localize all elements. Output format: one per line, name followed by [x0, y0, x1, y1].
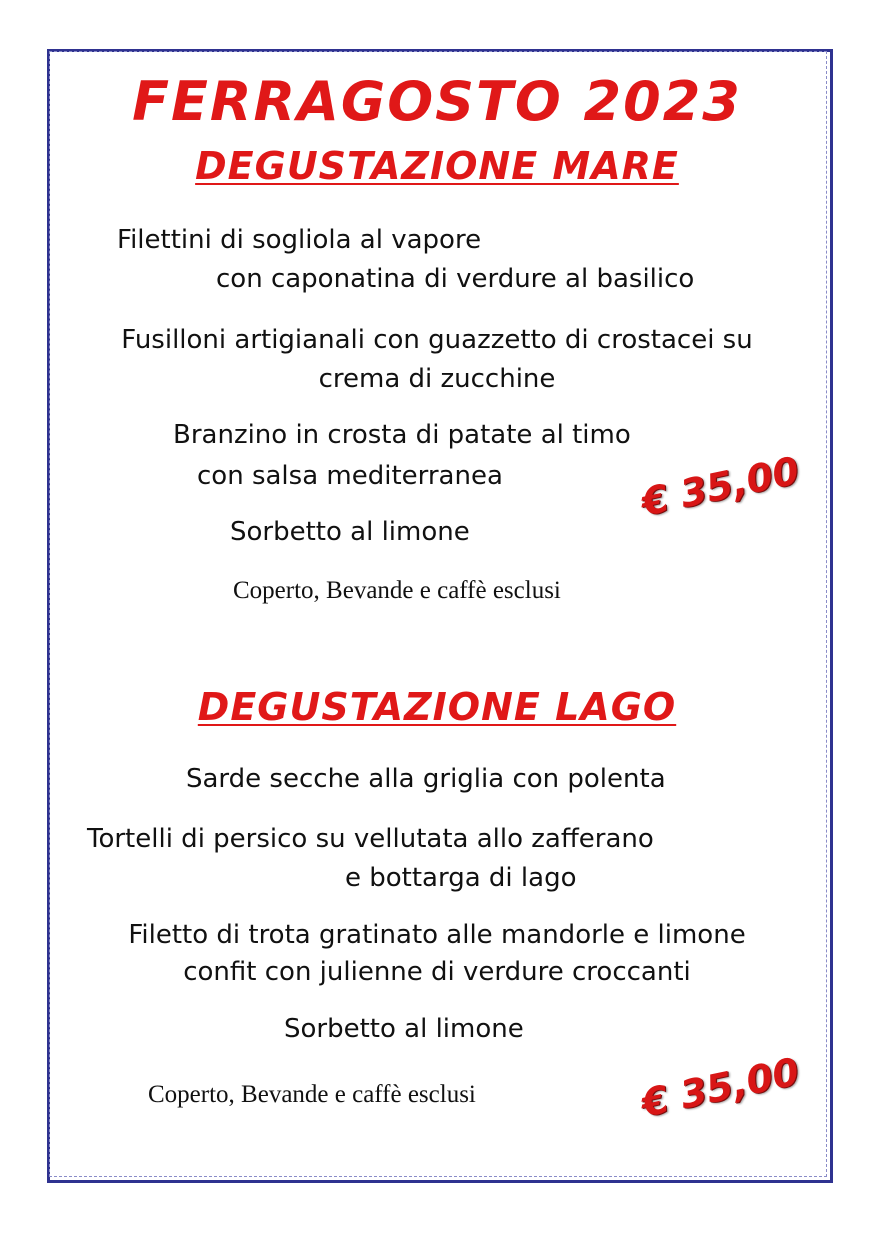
mare-dish-1-line-1: Filettini di sogliola al vapore — [117, 225, 482, 255]
lago-dish-3-line-2: confit con julienne di verdure croccanti — [183, 957, 691, 987]
section-heading-lago — [0, 684, 874, 730]
lago-dish-3-line-1: Filetto di trota gratinato alle mandorle e limone — [128, 920, 746, 950]
mare-dish-2-line-2: crema di zucchine — [318, 364, 556, 394]
mare-dish-3-line-2: con salsa mediterranea — [197, 461, 503, 491]
mare-price: € 35,00 — [637, 448, 803, 525]
menu-title: FERRAGOSTO 2023 — [132, 70, 742, 133]
lago-dish-1-line-1: Sarde secche alla griglia con polenta — [186, 764, 666, 794]
lago-price: € 35,00 — [637, 1049, 803, 1126]
mare-dish-2-line-1: Fusilloni artigianali con guazzetto di crostacei su — [121, 325, 753, 355]
mare-dish-3-line-1: Branzino in crosta di patate al timo — [173, 420, 631, 450]
mare-note: Coperto, Bevande e caffè esclusi — [233, 577, 561, 604]
mare-dish-4-line-1: Sorbetto al limone — [230, 517, 470, 547]
section-heading-mare-text: DEGUSTAZIONE MARE — [195, 144, 679, 188]
lago-dish-2-line-2: e bottarga di lago — [345, 863, 577, 893]
lago-note: Coperto, Bevande e caffè esclusi — [148, 1081, 476, 1108]
lago-dish-2-line-1: Tortelli di persico su vellutata allo zafferano — [87, 824, 654, 854]
section-heading-mare — [0, 143, 874, 189]
section-heading-lago-text: DEGUSTAZIONE LAGO — [197, 685, 677, 729]
lago-dish-4-line-1: Sorbetto al limone — [284, 1014, 524, 1044]
mare-dish-1-line-2: con caponatina di verdure al basilico — [216, 264, 695, 294]
